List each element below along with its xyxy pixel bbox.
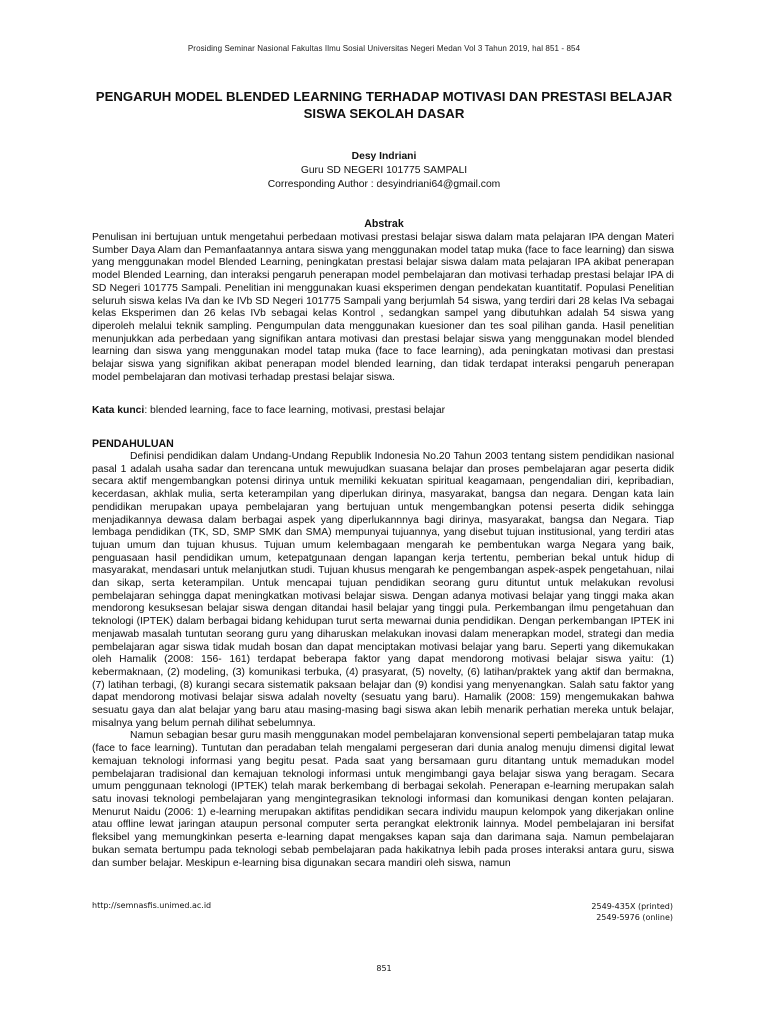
footer-issn <box>591 901 673 923</box>
corresponding-author: Corresponding Author : desyindriani64@gmail.com <box>267 179 501 190</box>
keywords-label: Kata kunci <box>92 405 145 416</box>
introduction-heading: PENDAHULUAN <box>92 438 174 450</box>
abstract-heading: Abstrak <box>364 218 404 230</box>
paper-title <box>95 88 673 122</box>
title-line-1: PENGARUH MODEL BLENDED LEARNING TERHADAP MOTIVASI DAN PRESTASI BELAJAR <box>95 89 673 104</box>
footer-url[interactable]: http://semnasfis.unimed.ac.id <box>92 901 212 910</box>
keywords <box>92 405 674 418</box>
page-number: 851 <box>376 964 392 973</box>
author-block <box>0 150 768 192</box>
issn-print: 2549-435X (printed) <box>591 902 673 911</box>
introduction-body <box>92 451 674 870</box>
running-head: Prosiding Seminar Nasional Fakultas Ilmu Sosial Universitas Negeri Medan Vol 3 Tahun 2019, hal 851 - 854 <box>187 44 581 53</box>
abstract-body <box>92 232 674 384</box>
introduction-paragraph-1: Definisi pendidikan dalam Undang-Undang Republik Indonesia No.20 Tahun 2003 tentang sistem pendidikan nasional pasal 1 adalah usaha sadar dan terencana untuk mewujudkan suasana belajar dan proses pembelajaran agar peserta didik secara aktif mengembangkan potensi dirinya untuk memiliki kekuatan spiritual keagamaan, pengendalian diri, kepribadian, kecerdasan, akhlak mulia, serta keterampilan yang diperlukan dirinya, masyarakat, bangsa dan negara. Dengan kata lain pendidikan merupakan upaya pembelajaran yang bertujuan untuk mengembangkan potensi peserta didik sehingga menjadikannya dewasa dalam berbagai aspek yang diperlukannnya bagi dirinya, masyarakat, bangsa dan Negara. Tiap lembaga pendidikan (TK, SD, SMP SMK dan SMA) mempunyai tujuannya, yang disebut tujuan institusional, yang terdiri atas tujuan umum dan tujuan khusus. Tujuan umum kelembagaan mengarah ke pembentukan warga Negara yang baik, penguasaan hasil pendidikan umum, ketepatgunaan dengan lapangan kerja tertentu, pemberian bekal untuk hidup di masyarakat, mendasari untuk melanjutkan studi. Tujuan khusus mengarah ke pengembangan aspek-aspek pengetahuan, nilai dan sikap, serta keterampilan. Untuk mencapai tujuan pendidikan seorang guru dituntut untuk melakukan revolusi pembelajaran sehingga dapat meningkatkan motivasi belajar siswa. Dengan adanya motivasi belajar yang tinggi maka akan mendorong kesuksesan belajar siswa dengan ditandai hasil belajar yang tinggi pula. Perkembangan ilmu pengetahuan dan teknologi (IPTEK) dalam berbagai bidang kehidupan turut serta mewarnai dunia pendidikan. Dengan perkembangan IPTEK ini menjawab masalah tuntutan seorang guru yang diharuskan melakukan inovasi dalam menerapkan model, strategi dan media pembelajaran agar siswa tidak mudah bosan dan dapat menciptakan motivasi belajar yang baru. Seperti yang dikemukakan oleh Hamalik (2008: 156- 161) terdapat beberapa faktor yang dapat mendorong motivasi belajar siswa yaitu: (1) kebermaknaan, (2) modeling, (3) komunikasi terbuka, (4) prasyarat, (5) novelty, (6) latihan/praktek yang aktif dan bermakna, (7) latihan terbagi, (8) kurangi secara sistematik paksaan belajar dan (9) kondisi yang menyenangkan. Salah satu faktor yang dapat mendorong motivasi belajar siswa adalah novelty (sesuatu yang baru). Hamalik (2008: 159) mengemukakan bahwa sesuatu gaya dan alat belajar yang baru atau masing-masing bagi siswa akan lebih menarik perhatian mereka untuk belajar, misalnya yang belum pernah dilihat sebelumnya. <box>92 451 674 729</box>
title-line-2: SISWA SEKOLAH DASAR <box>303 106 465 121</box>
author-affiliation: Guru SD NEGERI 101775 SAMPALI <box>300 165 468 176</box>
issn-online: 2549-5976 (online) <box>596 913 673 922</box>
author-name: Desy Indriani <box>351 151 417 162</box>
keywords-text: : blended learning, face to face learning, motivasi, prestasi belajar <box>144 405 446 416</box>
abstract-paragraph: Penulisan ini bertujuan untuk mengetahui perbedaan motivasi prestasi belajar siswa dalam mata pelajaran IPA dengan Materi Sumber Daya Alam dan Pemanfaatannya antara siswa yang menggunakan model tatap muka (face to face learning) dan siswa yang menggunakan model Blended Learning, peningkatan prestasi belajar siswa dalam mata pelajaran IPA akibat penerapan model Blended Learning, dan interaksi pengaruh penerapan model pembelajaran dan motivasi terhadap prestasi belajar IPA di SD Negeri 101775 Sampali. Penelitian ini menggunakan kuasi eksperimen dengan pendekatan kuantitatif. Populasi Penelitian seluruh siswa kelas IVa dan ke IVb SD Negeri 101775 Sampali yang berjumlah 54 siswa, yang terdiri dari 28 kelas IVa sebagai kelas Eksperimen dan 26 kelas IVb sebagai kelas Kontrol , sedangkan sampel yang dibutuhkan adalah 54 siswa yang diperoleh melalui teknik sampling. Pengumpulan data menggunakan kuesioner dan tes soal pilihan ganda. Hasil penelitian menunjukkan ada perbedaan yang signifikan antara motivasi dan prestasi belajar siswa yang menggunakan model blended learning dan siswa yang menggunakan model tatap muka (face to face learning), ada peningkatan motivasi dan prestasi belajar siswa yang signifikan akibat penerapan model blended learning, dan tidak terdapat interaksi pengaruh penerapan model pembelajaran dan motivasi terhadap prestasi belajar siswa. <box>92 232 674 383</box>
introduction-paragraph-2: Namun sebagian besar guru masih menggunakan model pembelajaran konvensional seperti pembelajaran tatap muka (face to face learning). Tuntutan dan peradaban telah mengalami pergeseran dari dunia analog menuju dimensi digital lewat kemajuan teknologi informasi yang begitu pesat. Pada saat yang bersamaan guru ditantang untuk memadukan model pembelajaran tradisional dan kemajuan teknologi informasi untuk mengimbangi gaya belajar siswa yang beragam. Secara umum penggunaan teknologi (IPTEK) telah marak berkembang di berbagai sekolah. Penerapan e-learning merupakan salah satu inovasi teknologi pembelajaran yang mengintegrasikan teknologi informasi dan komunikasi dengan konten pelajaran. Menurut Naidu (2006: 1) e-learning merupakan aktifitas pendidikan secara individu maupun kelompok yang dikerjakan online atau offline lewat jaringan ataupun personal computer serta perangkat elektronik lainnya. Model pembelajaran ini bersifat fleksibel yang memungkinkan peserta e-learning dapat mengakses kapan saja dan darimana saja. Namun pembelajaran bukan semata bertumpu pada teknologi sebab pembelajaran pada hakikatnya lebih pada proses interaksi antara guru, siswa dan sumber belajar. Meskipun e-learning bisa digunakan secara mandiri oleh siswa, namun <box>92 730 674 869</box>
